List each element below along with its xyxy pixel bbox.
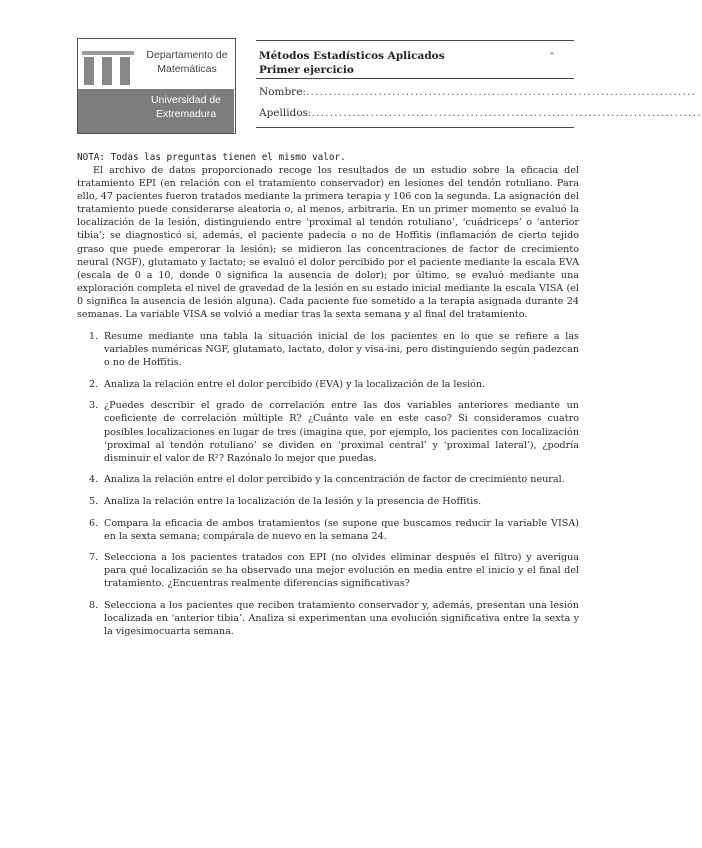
surname-dots: ...................................................................................... xyxy=(311,107,702,119)
question-text: Selecciona a los pacientes tratados con EPI (no olvides eliminar después el filtro) y averigua para qué localización se ha observado una mejor evolución en media entre el inicio y el final del tratamiento. ¿Encuentras realmente diferencias significativas? xyxy=(104,552,579,590)
question-number: 2. xyxy=(89,378,99,390)
question-item xyxy=(77,399,579,464)
question-item xyxy=(77,599,579,638)
question-item xyxy=(77,473,579,486)
question-item xyxy=(77,517,579,543)
university-logo xyxy=(77,38,236,134)
caret-mark: ^ xyxy=(549,52,555,60)
name-field[interactable] xyxy=(259,86,697,98)
question-text: Compara la eficacia de ambos tratamientos (se supone que buscamos reducir la variable VISA) en la sexta semana; compárala de nuevo en la semana 24. xyxy=(104,517,579,542)
question-text: Analiza la relación entre el dolor percibido y la concentración de factor de crecimiento neural. xyxy=(104,474,565,486)
note-line: NOTA: Todas las preguntas tienen el mismo valor. xyxy=(77,152,346,163)
question-text: Analiza la relación entre la localización de la lesión y la presencia de Hoffitis. xyxy=(104,495,482,507)
question-text: ¿Puedes describir el grado de correlación entre las dos variables anteriores mediante un coeficiente de correlación múltiple R? ¿Cuánto vale en este caso? Si consideramos cuatro posibles localizaciones en lugar de tres (imagina que, por ejemplo, los pacientes con localización ‘proximal al tendón rotuliano’ se dividen en ‘proximal central’ y ‘proximal lateral’), ¿podría disminuir el valor de R²? Razónalo lo mejor que puedas. xyxy=(104,400,579,464)
logo-band xyxy=(78,89,138,133)
exercise-title: Primer ejercicio xyxy=(259,64,354,76)
question-item xyxy=(77,378,579,391)
intro-paragraph: El archivo de datos proporcionado recoge los resultados de un estudio sobre la eficacia del tratamiento EPI (en relación con el tratamiento conservador) en lesiones del tendón rotuliano. Para ello, 47 pacientes fueron tratados mediante la primera terapia y 106 con la segunda. La asignación del tratamiento puede considerarse aleatoria o, al menos, arbitraria. En un primer momento se evaluó la localización de la lesión, distinguiendo entre ‘proximal al tendón rotuliano’, ‘cuádriceps’ o ‘anterior tibia’; se diagnosticó si, además, el paciente padecía o no de Hoffitis (inflamación de cierto tejido graso que puede emperorar la lesión); se midieron las concentraciones de factor de crecimiento neural (NGF), glutamato y lactato; se evaluó el dolor percibido por el paciente mediante la escala EVA (escala de 0 a 10, donde 0 significa la ausencia de dolor); por último, se evaluó mediante una exploración completa el nivel de gravedad de la lesión en su estado inicial mediante la escala VISA (el 0 significa la ausencia de lesión alguna). Cada paciente fue sometido a la terapia asignada durante 24 semanas. La variable VISA se volvió a mediar tras la sexta semana y al final del tratamiento. xyxy=(77,165,579,321)
header-bottom-rule xyxy=(256,127,574,128)
question-number: 1. xyxy=(89,331,99,342)
question-number: 5. xyxy=(89,495,99,507)
question-item xyxy=(77,551,579,590)
surname-field[interactable] xyxy=(259,107,702,119)
question-text: Analiza la relación entre el dolor percibido (EVA) y la localización de la lesión. xyxy=(104,378,486,390)
question-list xyxy=(77,330,579,647)
header-top-rule xyxy=(256,40,574,41)
question-number: 3. xyxy=(89,400,99,412)
department-name: Departamento de Matemáticas xyxy=(146,49,228,75)
question-text: Selecciona a los pacientes que reciben tratamiento conservador y, además, presentan una lesión localizada en ‘anterior tibia’. Analiza si experimentan una evolución significativa entre la sexta y la vigesimocuarta semana. xyxy=(104,600,579,638)
question-number: 6. xyxy=(89,517,99,529)
university-name: Universidad de Extremadura xyxy=(138,89,234,133)
name-label: Nombre: xyxy=(259,86,306,98)
question-text: Resume mediante una tabla la situación inicial de los pacientes en lo que se refiere a las variables numéricas NGF, glutamato, lactato, dolor y visa-ini, pero distinguiendo según padezcan o no de Hoffitis. xyxy=(104,331,579,369)
header-middle-rule xyxy=(256,78,574,79)
course-title: Métodos Estadísticos Aplicados xyxy=(259,50,445,62)
question-item xyxy=(77,495,579,508)
question-number: 7. xyxy=(89,552,99,564)
surname-label: Apellidos: xyxy=(259,107,312,119)
question-number: 8. xyxy=(89,600,99,611)
question-number: 4. xyxy=(89,474,99,486)
question-item xyxy=(77,330,579,369)
name-dots: ...................................................................................... xyxy=(305,86,697,98)
